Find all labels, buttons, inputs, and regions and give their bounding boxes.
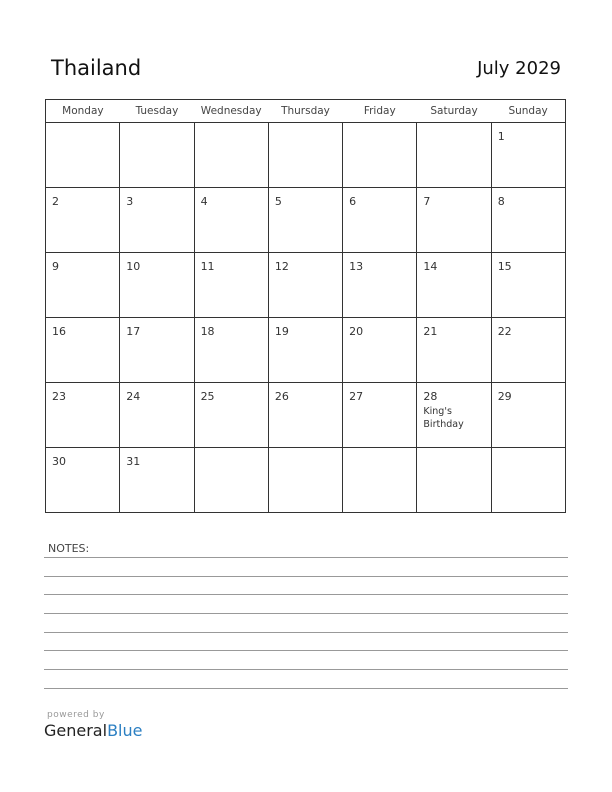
day-cell	[120, 123, 194, 188]
day-cell	[268, 253, 342, 318]
day-cell	[120, 253, 194, 318]
day-number: 28	[423, 390, 438, 403]
day-number: 10	[126, 260, 141, 273]
note-line	[44, 594, 568, 595]
day-number: 26	[274, 390, 289, 403]
weekday-monday: Monday	[46, 100, 120, 123]
day-cell	[491, 383, 565, 448]
brand-logo	[44, 721, 142, 740]
day-cell	[46, 383, 120, 448]
day-cell	[417, 383, 491, 448]
week-row-4	[46, 318, 566, 383]
day-cell	[491, 253, 565, 318]
day-number: 17	[126, 325, 141, 338]
day-cell	[46, 253, 120, 318]
day-number: 22	[497, 325, 512, 338]
weekday-thursday: Thursday	[268, 100, 342, 123]
day-cell	[491, 448, 565, 513]
day-number: 31	[126, 455, 141, 468]
notes-label: NOTES:	[48, 542, 90, 555]
week-row-3	[46, 253, 566, 318]
day-cell	[343, 123, 417, 188]
brand-name-part1: General	[44, 721, 108, 740]
day-cell	[120, 448, 194, 513]
day-cell	[268, 448, 342, 513]
day-cell	[194, 188, 268, 253]
day-cell	[343, 253, 417, 318]
day-cell	[120, 318, 194, 383]
day-number: 25	[200, 390, 215, 403]
day-cell	[343, 318, 417, 383]
weekday-sunday: Sunday	[491, 100, 565, 123]
day-number: 15	[497, 260, 512, 273]
day-cell	[194, 383, 268, 448]
day-number: 21	[423, 325, 438, 338]
week-row-6	[46, 448, 566, 513]
day-number: 16	[52, 325, 66, 338]
day-number: 27	[349, 390, 364, 403]
day-number: 3	[126, 195, 134, 208]
day-cell	[417, 188, 491, 253]
weekday-friday: Friday	[343, 100, 417, 123]
note-line	[44, 557, 568, 558]
weekday-saturday: Saturday	[417, 100, 491, 123]
day-number: 8	[497, 195, 505, 208]
day-number: 13	[349, 260, 364, 273]
day-cell	[46, 188, 120, 253]
day-number: 14	[423, 260, 438, 273]
day-number: 2	[52, 195, 59, 208]
day-cell	[46, 123, 120, 188]
day-cell	[268, 188, 342, 253]
day-cell	[343, 188, 417, 253]
weekday-tuesday: Tuesday	[120, 100, 194, 123]
day-cell	[491, 123, 565, 188]
day-cell	[194, 253, 268, 318]
calendar-grid	[45, 99, 566, 513]
day-number: 5	[274, 195, 282, 208]
day-number: 18	[200, 325, 215, 338]
note-line	[44, 650, 568, 651]
day-cell	[268, 383, 342, 448]
day-number: 7	[423, 195, 431, 208]
day-number: 30	[52, 455, 66, 468]
day-cell	[46, 448, 120, 513]
weekday-header-row	[46, 100, 566, 123]
week-row-5	[46, 383, 566, 448]
day-number: 4	[200, 195, 208, 208]
day-cell	[120, 383, 194, 448]
day-number: 11	[200, 260, 215, 273]
day-cell	[491, 318, 565, 383]
day-cell	[268, 123, 342, 188]
day-cell	[194, 448, 268, 513]
note-line	[44, 669, 568, 670]
note-line	[44, 576, 568, 577]
day-number: 19	[274, 325, 289, 338]
day-cell	[194, 123, 268, 188]
day-number: 23	[52, 390, 66, 403]
day-cell	[46, 318, 120, 383]
day-number: 29	[497, 390, 512, 403]
day-cell	[417, 253, 491, 318]
day-cell	[120, 188, 194, 253]
day-cell	[268, 318, 342, 383]
note-line	[44, 613, 568, 614]
country-title: Thailand	[51, 56, 142, 80]
day-number: 20	[349, 325, 364, 338]
note-line	[44, 688, 568, 689]
day-number: 12	[274, 260, 289, 273]
day-cell	[417, 318, 491, 383]
brand-name-part2: Blue	[107, 721, 143, 740]
day-number: 9	[52, 260, 59, 273]
day-cell	[343, 448, 417, 513]
note-line	[44, 632, 568, 633]
weekday-wednesday: Wednesday	[194, 100, 268, 123]
day-cell	[417, 448, 491, 513]
week-row-2	[46, 188, 566, 253]
week-row-1	[46, 123, 566, 188]
day-cell	[194, 318, 268, 383]
holiday-label: King's Birthday	[423, 406, 464, 430]
month-year-title: July 2029	[477, 58, 561, 79]
day-cell	[491, 188, 565, 253]
day-number: 24	[126, 390, 141, 403]
day-cell	[343, 383, 417, 448]
day-cell	[417, 123, 491, 188]
day-number: 6	[349, 195, 357, 208]
day-number: 1	[497, 130, 505, 143]
powered-by-text: powered by	[47, 710, 105, 720]
